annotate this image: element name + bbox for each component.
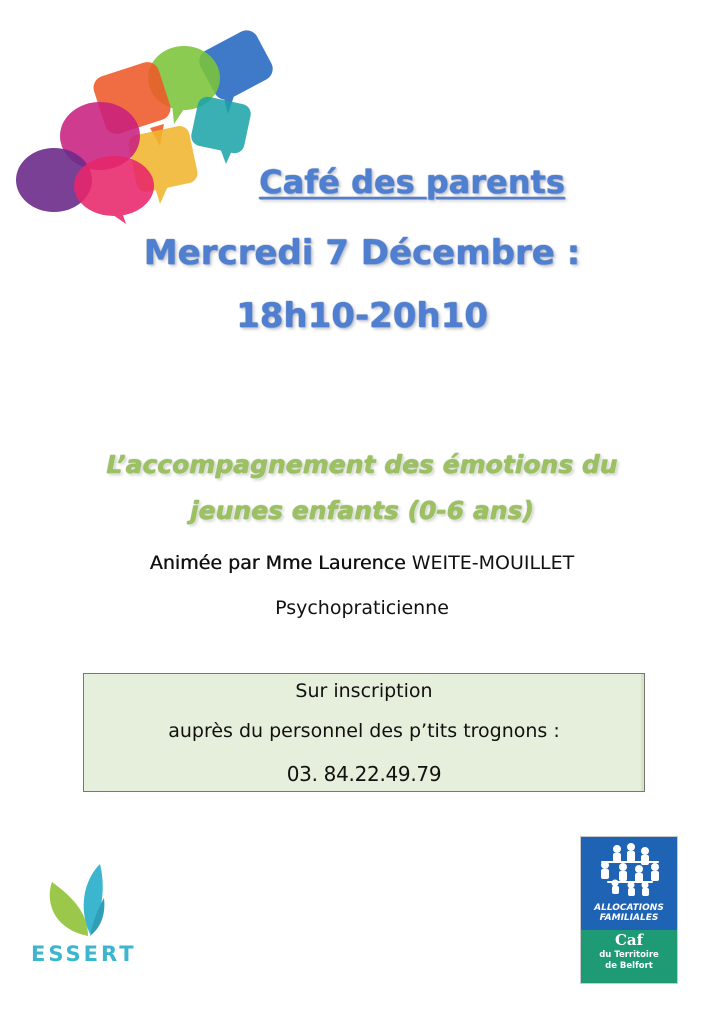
essert-logo (28, 858, 144, 968)
caf-logo-bottom (581, 930, 677, 983)
speaker-role: Psychopraticienne (275, 597, 449, 619)
topic-line-1: L’accompagnement des émotions du (106, 450, 618, 479)
event-time: 18h10-20h10 (236, 296, 488, 336)
registration-box (83, 673, 645, 792)
registration-phone: 03. 84.22.49.79 (286, 762, 442, 786)
caf-logo-top (581, 837, 677, 930)
caf-name: Caf (614, 931, 644, 949)
speaker-line (0, 552, 724, 574)
registration-line-2: auprès du personnel des p’tits trognons : (168, 720, 560, 742)
caf-family-icon (581, 837, 677, 903)
caf-territory (581, 950, 677, 972)
registration-line-1: Sur inscription (295, 680, 433, 702)
caf-alloc-line-2: FAMILIALES (599, 913, 659, 923)
caf-territory-line-2: de Belfort (605, 961, 653, 971)
caf-logo (580, 836, 678, 984)
essert-leaf-icon (28, 858, 144, 942)
event-date: Mercredi 7 Décembre : (143, 233, 581, 273)
topic-line-2: jeunes enfants (0-6 ans) (190, 496, 534, 525)
event-title: Café des parents (259, 163, 565, 201)
caf-allocations-label (581, 903, 677, 923)
essert-wordmark: ESSERT (31, 942, 137, 966)
caf-territory-line-1: du Territoire (599, 950, 659, 960)
teal-speech-bubble-icon (189, 95, 252, 164)
caf-alloc-line-1: ALLOCATIONS (594, 903, 664, 913)
speaker-prefix: Animée par Mme Laurence (149, 552, 406, 574)
speaker-surname: WEITE-MOUILLET (405, 552, 575, 574)
